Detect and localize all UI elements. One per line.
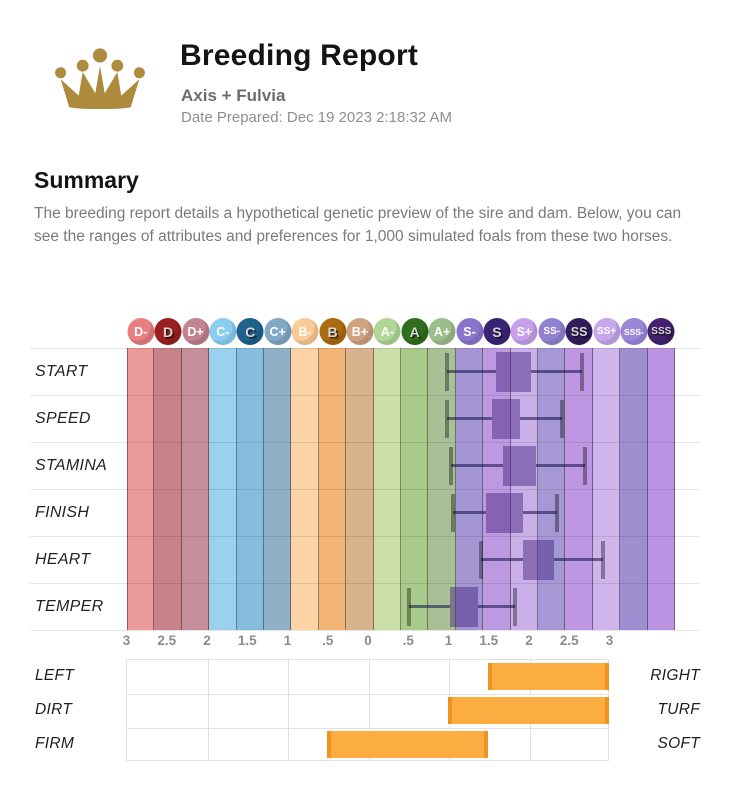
- box-range: [523, 540, 554, 580]
- axis-tick: 0: [364, 633, 372, 648]
- whisker-cap: [445, 400, 449, 438]
- grade-badge-label: D+: [187, 324, 204, 339]
- grade-badge-label: S-: [463, 324, 476, 339]
- grade-badge-label: A+: [433, 324, 451, 339]
- date-prepared: Date Prepared: Dec 19 2023 2:18:32 AM: [181, 109, 453, 126]
- grade-badge-label: S+: [516, 324, 533, 339]
- grade-badge-A+: [429, 318, 456, 345]
- grade-badge-label: SS+: [596, 326, 617, 337]
- whisker-cap: [407, 588, 411, 626]
- axis-tick: 2.5: [559, 633, 579, 648]
- grid-column-line: [208, 660, 209, 760]
- axis-tick: 1: [444, 633, 453, 648]
- box-range: [496, 352, 532, 392]
- grade-badge-A-: [374, 318, 401, 345]
- grade-badge-label: SSS: [651, 326, 672, 337]
- axis-tick: 3: [122, 633, 131, 648]
- grade-badge-D+: [182, 318, 209, 345]
- preference-bar-left-right: [488, 663, 609, 690]
- gridline: [30, 583, 700, 584]
- grade-badge-SS-: [538, 318, 565, 345]
- gridline: [30, 489, 700, 490]
- preference-label-soft: SOFT: [657, 735, 700, 752]
- box-range: [450, 587, 478, 627]
- whisker-cap: [449, 447, 453, 485]
- whisker-cap: [479, 541, 483, 579]
- grade-badge-C: [237, 318, 264, 345]
- whisker-cap: [445, 353, 449, 391]
- attribute-label-start: START: [35, 362, 88, 380]
- gridline: [30, 630, 700, 631]
- grade-badge-D-: [127, 318, 154, 345]
- grid-column-line: [288, 660, 289, 760]
- attribute-label-finish: FINISH: [35, 503, 90, 521]
- box-range: [486, 493, 523, 533]
- grade-badge-B+: [346, 318, 373, 345]
- grade-badge-C-: [209, 318, 236, 345]
- box-range: [503, 446, 536, 486]
- grade-badge-A: [401, 318, 428, 345]
- grid-row-line: [127, 728, 608, 729]
- grade-badge-label: S: [492, 323, 502, 340]
- attribute-label-heart: HEART: [35, 550, 91, 568]
- grade-badge-B-: [292, 318, 319, 345]
- whisker-line: [554, 558, 603, 561]
- whisker-line: [453, 511, 486, 514]
- grade-badge-label: B-: [298, 324, 312, 339]
- grade-badge-label: C+: [269, 324, 286, 339]
- grade-badge-C+: [264, 318, 291, 345]
- pairing-subtitle: Axis + Fulvia: [181, 86, 286, 105]
- grade-badge-SS: [566, 318, 593, 345]
- box-range: [492, 399, 520, 439]
- whisker-line: [447, 370, 496, 373]
- whisker-line: [531, 370, 582, 373]
- summary-heading: Summary: [34, 167, 139, 193]
- gridline: [30, 348, 700, 349]
- grid-row-line: [127, 694, 608, 695]
- grade-badge-B: [319, 318, 346, 345]
- grade-badge-row: [127, 318, 675, 345]
- axis-tick: 2.5: [157, 633, 177, 648]
- axis-tick: 3: [605, 633, 614, 648]
- grade-badge-SSS-: [620, 318, 647, 345]
- page-title: Breeding Report: [180, 39, 419, 72]
- grade-badge-label: B+: [351, 324, 369, 339]
- axis-tick: .5: [322, 633, 334, 648]
- preference-bar-firm-soft: [327, 731, 488, 758]
- whisker-cap: [451, 494, 455, 532]
- whisker-cap: [513, 588, 517, 626]
- grade-badge-label: SSS-: [623, 326, 644, 337]
- axis-tick: 2: [525, 633, 533, 648]
- grade-badge-label: D-: [134, 324, 148, 339]
- whisker-line: [520, 417, 562, 420]
- grade-badge-SSS: [648, 318, 675, 345]
- preference-label-turf: TURF: [657, 701, 700, 718]
- grade-badge-label: C-: [216, 324, 230, 339]
- preference-label-dirt: DIRT: [35, 701, 73, 718]
- axis-tick: 1.5: [479, 633, 499, 648]
- grade-badge-label: B: [327, 323, 338, 340]
- gridline: [30, 536, 700, 537]
- grade-badge-S+: [511, 318, 538, 345]
- crown-icon: [52, 46, 148, 109]
- whisker-cap: [601, 541, 605, 579]
- gridline: [30, 442, 700, 443]
- attribute-label-speed: SPEED: [35, 409, 91, 427]
- whisker-cap: [560, 400, 564, 438]
- attribute-label-stamina: STAMINA: [35, 456, 108, 474]
- whisker-line: [451, 464, 503, 467]
- axis-tick: 2: [203, 633, 211, 648]
- whisker-line: [536, 464, 585, 467]
- attribute-label-temper: TEMPER: [35, 597, 104, 615]
- whisker-cap: [583, 447, 587, 485]
- preference-bar-dirt-turf: [448, 697, 609, 724]
- grade-badge-label: A: [409, 323, 420, 340]
- axis-tick: 1: [283, 633, 292, 648]
- whisker-line: [409, 605, 450, 608]
- whisker-cap: [555, 494, 559, 532]
- grade-badge-label: SS-: [543, 326, 561, 337]
- summary-text: The breeding report details a hypothetical genetic preview of the sire and dam. Below, you can see the ranges of attributes and preferences for 1,000 simulated foals from these two horses.: [34, 205, 682, 246]
- preference-label-firm: FIRM: [35, 735, 75, 752]
- whisker-line: [447, 417, 492, 420]
- whisker-line: [523, 511, 556, 514]
- preference-label-right: RIGHT: [650, 667, 700, 684]
- grade-badge-SS+: [593, 318, 620, 345]
- grade-badge-D: [155, 318, 182, 345]
- grade-badge-label: C: [245, 323, 256, 340]
- whisker-cap: [580, 353, 584, 391]
- gridline: [30, 395, 700, 396]
- axis-tick: 1.5: [237, 633, 257, 648]
- whisker-line: [481, 558, 523, 561]
- grade-badge-label: A-: [380, 324, 394, 339]
- axis-tick: .5: [402, 633, 414, 648]
- preference-label-left: LEFT: [35, 667, 75, 684]
- grade-badge-S: [483, 318, 510, 345]
- grade-badge-S-: [456, 318, 483, 345]
- grade-badge-label: SS: [570, 324, 588, 339]
- whisker-line: [478, 605, 515, 608]
- grade-badge-label: D: [163, 323, 174, 340]
